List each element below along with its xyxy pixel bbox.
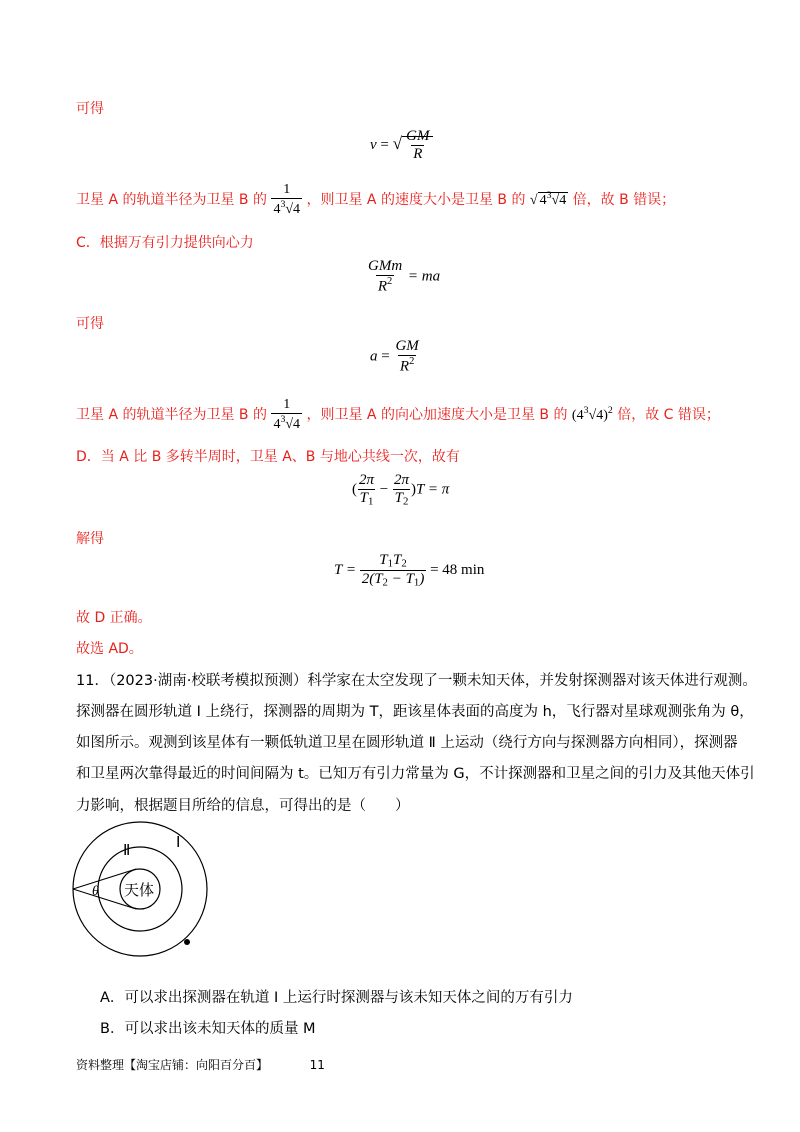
line-b-frac-num: 1 [283, 182, 291, 197]
eq-a-lhs: a [370, 348, 378, 365]
line-c-mid: ，则卫星 A 的向心加速度大小是卫星 B 的 [306, 407, 568, 424]
eq-c-den: R [377, 278, 388, 295]
eq-t-den-sub2: 2 [382, 576, 388, 589]
eq-t-den-close: ) [419, 571, 425, 588]
eq-d-open: ( [352, 481, 357, 498]
line-b-pre: 卫星 A 的轨道半径为卫星 B 的 [76, 192, 267, 209]
eq-d-den2: T [394, 490, 403, 507]
question-source: （2023·湖南·校联考模拟预测） [108, 673, 308, 689]
line-c-root-index: 3 [280, 414, 286, 426]
question-line-5: 力影响，根据题目所给的信息，可得出的是（ ） [76, 798, 410, 814]
equation-acceleration [370, 338, 421, 376]
text-keyi-de-1: 可得 [76, 101, 104, 117]
line-b-frac-coef: 4 [273, 201, 281, 217]
eq-a-pow: 2 [409, 356, 415, 368]
line-b-root-index: 3 [280, 199, 286, 211]
eq-v-equals: = [380, 137, 389, 154]
footer [76, 1056, 325, 1073]
eq-c-num: GMm [368, 258, 403, 274]
eq-t-rhs: = 48 min [430, 562, 485, 579]
equation-gravity [366, 258, 440, 296]
eq-t-num-sub1: 1 [387, 557, 394, 570]
line-c-paren-arg: 4 [596, 408, 604, 424]
body-label: 天体 [124, 881, 155, 899]
conclusion-d: 故 D 正确。 [76, 610, 152, 626]
eq-t-den-minus: − T [387, 571, 414, 588]
question-line-2: 探测器在圆形轨道 Ⅰ 上绕行，探测器的周期为 T，距该星体表面的高度为 h，飞行器对星球观测张角为 θ， [76, 704, 754, 720]
angle-theta-label: θ [92, 884, 99, 899]
line-b-sqrt-index: 3 [546, 190, 552, 202]
option-a: A．可以求出探测器在轨道 Ⅰ 上运行时探测器与该未知天体之间的万有引力 [100, 990, 573, 1006]
eq-t-num-b: T [393, 552, 402, 568]
orbit-2-label: Ⅱ [123, 843, 131, 859]
orbit-diagram [70, 820, 240, 970]
eq-d-sub1: 1 [367, 495, 374, 508]
line-c-paren-index: 3 [583, 405, 589, 417]
eq-t-num-a: T [379, 552, 388, 568]
root-icon: √ [285, 416, 294, 432]
equation-period [334, 552, 484, 589]
eq-t-lhs: T = [334, 562, 356, 579]
eq-a-num: GM [395, 338, 419, 354]
root-icon: √ [551, 193, 560, 209]
page-number: 11 [309, 1058, 325, 1072]
line-option-c-conclusion: 卫星 A 的轨道半径为卫星 B 的 $\frac{1}{4^3√4}$ ，则卫星 A 的向心加速度大小是卫星 B 的 $(4^3√4)^2$ 倍，故 C 错误； [76, 397, 720, 432]
eq-a-den: R [399, 358, 410, 375]
line-b-sqrt-arg: 4 [559, 193, 567, 209]
line-b-sqrt-coef: 4 [539, 193, 547, 209]
final-answer: 故选 AD。 [76, 641, 143, 657]
eq-t-num-sub2: 2 [401, 557, 407, 570]
eq-d-den1: T [359, 490, 368, 507]
eq-c-rhs: = ma [407, 268, 441, 285]
option-c-heading: C．根据万有引力提供向心力 [76, 235, 254, 251]
eq-d-minus: − [379, 481, 389, 498]
question-number: 11． [76, 673, 109, 689]
line-b-mid: ，则卫星 A 的速度大小是卫星 B 的 [306, 192, 526, 209]
line-c-pow: 2 [607, 405, 613, 417]
eq-t-den: 2(T [361, 571, 383, 588]
line-c-frac-num: 1 [283, 397, 291, 412]
option-d-heading: D．当 A 比 B 多转半周时，卫星 A、B 与地心共线一次，故有 [76, 449, 460, 465]
eq-d-num1: 2π [359, 472, 375, 488]
equation-velocity [370, 128, 433, 164]
footer-text: 资料整理【淘宝店铺：向阳百分百】 [76, 1058, 269, 1072]
orbit-1-label: Ⅰ [176, 835, 181, 851]
line-option-b-conclusion [76, 182, 675, 218]
line-c-root-arg: 4 [293, 416, 301, 432]
eq-d-rhs: T = π [416, 481, 450, 498]
eq-v-lhs: v [370, 137, 377, 154]
line-c-frac-coef: 4 [273, 416, 281, 432]
eq-v-den: R [413, 146, 423, 163]
option-b: B．可以求出该未知天体的质量 M [100, 1021, 316, 1037]
question-line-4: 和卫星两次靠得最近的时间间隔为 t。已知万有引力常量为 G，不计探测器和卫星之间的引力及其他天体引 [76, 766, 755, 782]
equation-phase [352, 472, 449, 508]
question-line-3: 如图所示。观测到该星体有一颗低轨道卫星在圆形轨道 Ⅱ 上运动（绕行方向与探测器方向相同），探测器 [76, 735, 738, 751]
root-icon: √ [285, 201, 294, 217]
line-b-root-arg: 4 [293, 201, 301, 217]
text-keyi-de-2: 可得 [76, 316, 104, 332]
question-line-1: 科学家在太空发现了一颗未知天体，并发射探测器对该天体进行观测。 [307, 673, 757, 689]
satellite-dot [184, 939, 190, 945]
eq-d-close: ) [411, 481, 416, 498]
eq-c-pow: 2 [387, 276, 393, 288]
sqrt-icon: √ [529, 193, 538, 209]
question-first-line [76, 669, 757, 690]
line-c-post: 倍，故 C 错误； [617, 407, 720, 424]
eq-t-den-sub1: 1 [413, 576, 420, 589]
line-b-post: 倍，故 B 错误； [572, 192, 676, 209]
eq-a-equals: = [381, 348, 390, 365]
eq-d-num2: 2π [393, 472, 409, 488]
root-icon: √ [588, 408, 597, 424]
sqrt-icon: √ [392, 134, 403, 154]
eq-d-sub2: 2 [402, 495, 409, 508]
eq-v-num: GM [406, 128, 430, 144]
line-c-pre: 卫星 A 的轨道半径为卫星 B 的 [76, 407, 267, 424]
line-c-paren-coef: 4 [576, 408, 584, 424]
text-jie-de: 解得 [76, 531, 104, 547]
